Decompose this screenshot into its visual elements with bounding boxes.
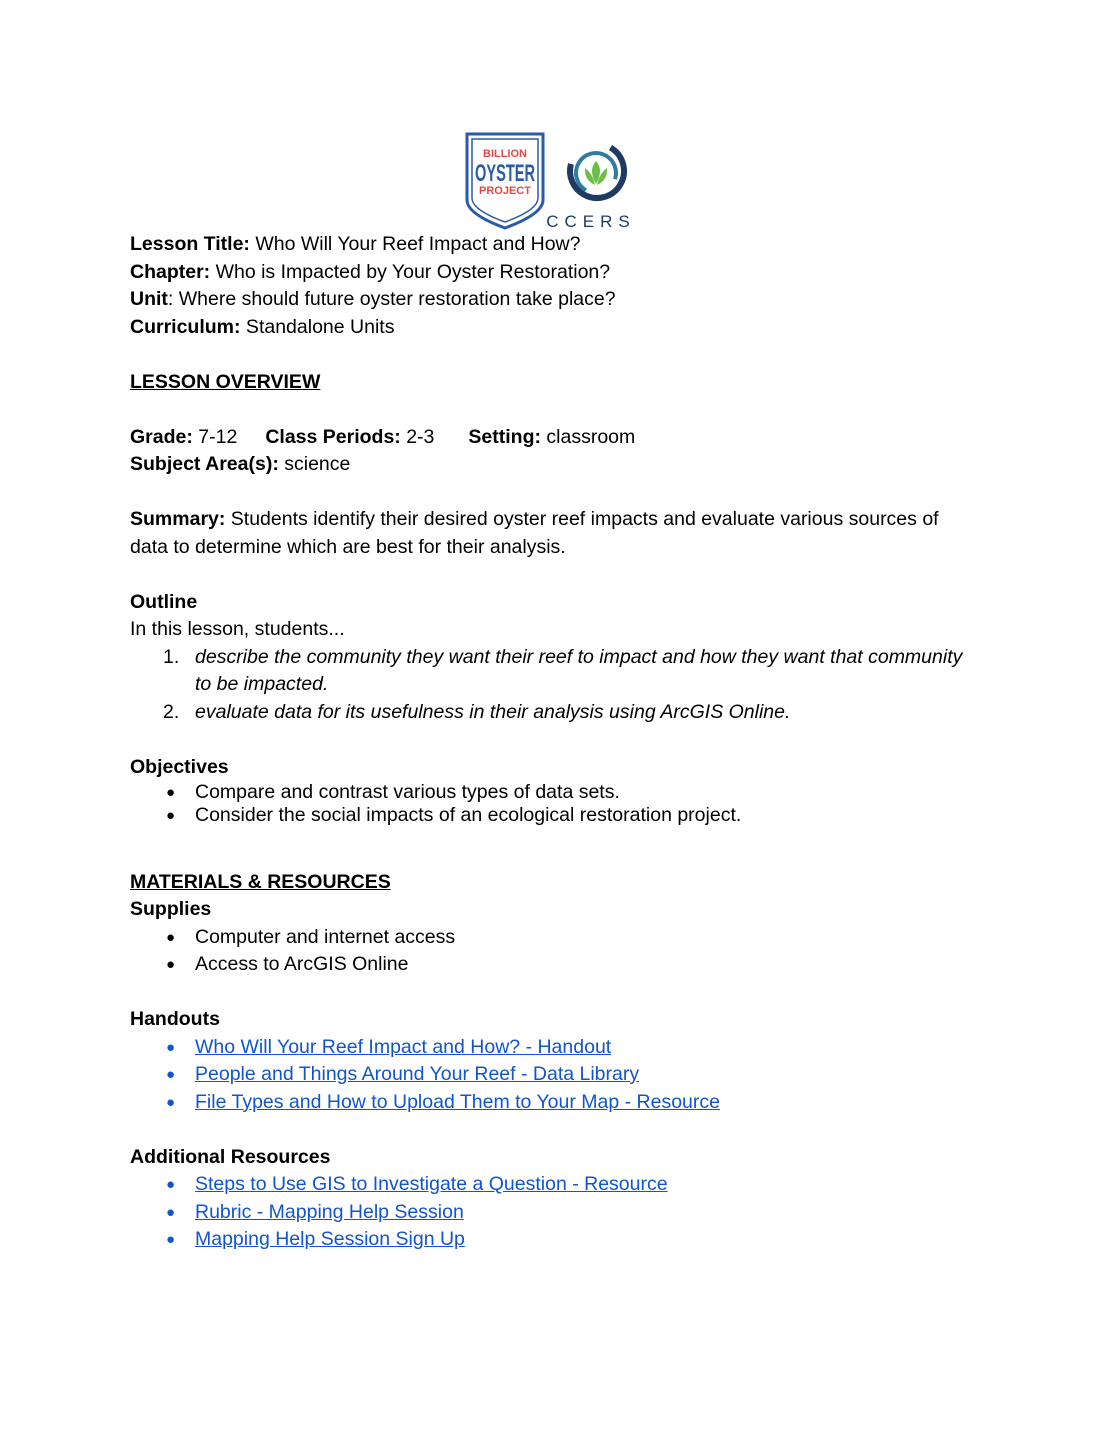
list-item bbox=[130, 951, 980, 979]
list-item-text: Compare and contrast various types of data sets. bbox=[195, 781, 620, 803]
summary-label: Summary: bbox=[130, 508, 226, 530]
list-item bbox=[130, 804, 980, 827]
list-item-number: 2. bbox=[163, 700, 180, 723]
unit-line bbox=[130, 286, 980, 314]
lesson-title-label: Lesson Title: bbox=[130, 233, 250, 255]
supplies-list bbox=[130, 924, 980, 979]
logo-text-project: PROJECT bbox=[479, 185, 531, 197]
list-item bbox=[130, 1199, 980, 1227]
subject-area-value: science bbox=[278, 453, 351, 475]
list-item bbox=[130, 781, 980, 804]
additional-resources-list bbox=[130, 1171, 980, 1254]
help-session-signup-link[interactable]: Mapping Help Session Sign Up bbox=[195, 1228, 465, 1250]
ccers-logo bbox=[546, 134, 636, 231]
chapter-line bbox=[130, 259, 980, 287]
list-item-text: Computer and internet access bbox=[195, 925, 456, 948]
grade-label: Grade: bbox=[130, 425, 193, 448]
grade-periods-setting-line bbox=[130, 424, 980, 452]
bullet-icon: ● bbox=[166, 1176, 176, 1193]
subject-area-label: Subject Area(s): bbox=[130, 453, 279, 475]
header-logos bbox=[464, 130, 639, 232]
curriculum-value: Standalone Units bbox=[240, 315, 395, 338]
list-item-text: describe the community they want their reef to impact and how they want that community to be impacted. bbox=[195, 645, 963, 695]
list-item-text: Consider the social impacts of an ecological restoration project. bbox=[195, 804, 742, 826]
bullet-icon: ● bbox=[166, 1203, 176, 1221]
file-types-resource-link[interactable]: File Types and How to Upload Them to Your Map - Resource bbox=[195, 1090, 720, 1113]
list-item-text: Access to ArcGIS Online bbox=[195, 953, 409, 975]
bullet-icon: ● bbox=[166, 1231, 176, 1248]
handout-link[interactable]: Who Will Your Reef Impact and How? - Handout bbox=[195, 1035, 612, 1058]
class-periods-value: 2-3 bbox=[400, 425, 435, 448]
gis-steps-resource-link[interactable]: Steps to Use GIS to Investigate a Question - Resource bbox=[195, 1173, 668, 1195]
list-item bbox=[130, 644, 980, 699]
unit-value: : Where should future oyster restoration take place? bbox=[167, 288, 616, 310]
list-item bbox=[130, 1089, 980, 1117]
list-item bbox=[130, 1061, 980, 1089]
lesson-title-value: Who Will Your Reef Impact and How? bbox=[249, 233, 581, 255]
setting-label: Setting: bbox=[468, 425, 541, 448]
summary-value: Students identify their desired oyster reef impacts and evaluate various sources of data to determine which are best for their analysis. bbox=[130, 508, 939, 558]
bullet-icon: ● bbox=[166, 1093, 176, 1111]
handouts-heading-text: Handouts bbox=[130, 1008, 220, 1030]
handouts-list bbox=[130, 1034, 980, 1117]
objectives-list bbox=[130, 781, 980, 827]
logo-text-billion: BILLION bbox=[483, 148, 527, 160]
logo-group bbox=[464, 130, 639, 232]
bullet-icon: ● bbox=[166, 784, 176, 801]
outline-list bbox=[130, 644, 980, 727]
outline-intro: In this lesson, students... bbox=[130, 618, 345, 640]
billion-oyster-project-logo bbox=[467, 134, 543, 228]
lesson-overview-heading: LESSON OVERVIEW bbox=[130, 370, 321, 393]
supplies-heading-text: Supplies bbox=[130, 898, 212, 920]
objectives-heading bbox=[130, 754, 980, 782]
subject-area-line bbox=[130, 451, 980, 479]
bullet-icon: ● bbox=[166, 807, 176, 824]
rubric-link[interactable]: Rubric - Mapping Help Session bbox=[195, 1200, 464, 1223]
list-item-number: 1. bbox=[163, 645, 180, 668]
lesson-document bbox=[130, 231, 980, 1254]
unit-label: Unit bbox=[130, 288, 168, 310]
list-item bbox=[130, 1034, 980, 1062]
handouts-heading bbox=[130, 1006, 980, 1034]
list-item bbox=[130, 1226, 980, 1254]
additional-resources-heading-text: Additional Resources bbox=[130, 1145, 331, 1168]
chapter-label: Chapter: bbox=[130, 260, 211, 283]
class-periods-label: Class Periods: bbox=[265, 425, 401, 448]
setting-value: classroom bbox=[540, 425, 636, 448]
grade-value: 7-12 bbox=[192, 425, 238, 448]
outline-heading bbox=[130, 589, 980, 617]
bullet-icon: ● bbox=[166, 1066, 176, 1083]
data-library-link[interactable]: People and Things Around Your Reef - Data Library bbox=[195, 1063, 640, 1085]
curriculum-label: Curriculum: bbox=[130, 315, 241, 338]
list-item bbox=[130, 699, 980, 727]
logo-text-ccers: CCERS bbox=[546, 212, 636, 231]
summary-paragraph bbox=[130, 506, 980, 561]
objectives-heading-text: Objectives bbox=[130, 755, 229, 778]
outline-heading-text: Outline bbox=[130, 590, 198, 613]
list-item bbox=[130, 924, 980, 952]
logo-text-oyster: OYSTER bbox=[475, 160, 535, 187]
curriculum-line bbox=[130, 314, 980, 342]
chapter-value: Who is Impacted by Your Oyster Restoration? bbox=[210, 260, 611, 283]
supplies-heading bbox=[130, 896, 980, 924]
list-item bbox=[130, 1171, 980, 1199]
bullet-icon: ● bbox=[166, 928, 176, 946]
bullet-icon: ● bbox=[166, 1038, 176, 1056]
bullet-icon: ● bbox=[166, 956, 176, 973]
additional-resources-heading bbox=[130, 1144, 980, 1172]
lesson-title-line bbox=[130, 231, 980, 259]
list-item-text: evaluate data for its usefulness in their analysis using ArcGIS Online. bbox=[195, 700, 791, 723]
materials-resources-heading: MATERIALS & RESOURCES bbox=[130, 870, 391, 893]
